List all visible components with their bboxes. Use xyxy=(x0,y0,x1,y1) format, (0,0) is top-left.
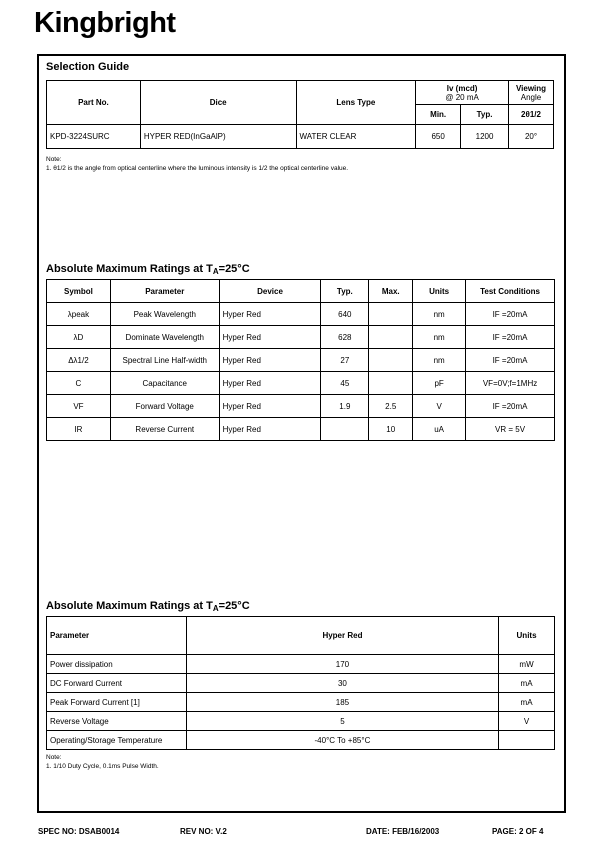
col-max: Max. xyxy=(369,280,413,303)
cell-symbol: C xyxy=(47,372,111,395)
table-row xyxy=(47,731,555,750)
header-part-no: Part No. xyxy=(47,81,141,125)
cell-test: IF =20mA xyxy=(466,395,555,418)
cell-max: 10 xyxy=(369,418,413,441)
ratings-2-title-sub: A xyxy=(212,604,219,613)
electrical-characteristics-table xyxy=(46,279,555,441)
cell-parameter: DC Forward Current xyxy=(47,674,187,693)
footer-date: DATE: FEB/16/2003 xyxy=(366,827,440,836)
table-row xyxy=(47,303,555,326)
cell-device: Hyper Red xyxy=(219,395,321,418)
cell-device: Hyper Red xyxy=(219,372,321,395)
ratings-1-title xyxy=(46,263,250,276)
cell-parameter: Spectral Line Half-width xyxy=(110,349,219,372)
table-row xyxy=(47,395,555,418)
cell-value: 170 xyxy=(186,655,498,674)
table-row xyxy=(47,655,555,674)
header-theta: 2θ1/2 xyxy=(509,105,554,125)
footer-spec-no: SPEC NO: DSAB0014 xyxy=(38,827,120,836)
cell-device: Hyper Red xyxy=(219,326,321,349)
table-row xyxy=(47,372,555,395)
cell-test: IF =20mA xyxy=(466,303,555,326)
cell-units: mW xyxy=(499,655,555,674)
cell-symbol: λpeak xyxy=(47,303,111,326)
cell-units: mA xyxy=(499,693,555,712)
row-angle: 20° xyxy=(509,125,554,149)
cell-max: 2.5 xyxy=(369,395,413,418)
cell-typ: 45 xyxy=(321,372,369,395)
ratings-1-title-suffix: =25°C xyxy=(218,263,250,275)
cell-typ: 640 xyxy=(321,303,369,326)
row-dice: HYPER RED(InGaAlP) xyxy=(140,125,296,149)
row-min: 650 xyxy=(416,125,461,149)
header-iv-line2: @ 20 mA xyxy=(445,92,479,102)
cell-parameter: Peak Wavelength xyxy=(110,303,219,326)
ratings-1-title-prefix: Absolute Maximum Ratings at T xyxy=(46,263,213,275)
footer-page: PAGE: 2 OF 4 xyxy=(492,827,544,836)
cell-typ: 27 xyxy=(321,349,369,372)
row-lens-type: WATER CLEAR xyxy=(296,125,416,149)
cell-units: nm xyxy=(413,303,466,326)
header-viewing xyxy=(509,81,554,105)
col-typ: Typ. xyxy=(321,280,369,303)
table-row xyxy=(47,418,555,441)
col-parameter-2: Parameter xyxy=(47,617,187,655)
col-parameter: Parameter xyxy=(110,280,219,303)
ratings-2-note-1: 1. 1/10 Duty Cycle, 0.1ms Pulse Width. xyxy=(46,763,159,770)
cell-typ: 1.9 xyxy=(321,395,369,418)
ratings-2-note-label: Note: xyxy=(46,754,62,761)
ratings-2-title xyxy=(46,600,250,613)
cell-max xyxy=(369,303,413,326)
col-units: Units xyxy=(413,280,466,303)
cell-symbol: λD xyxy=(47,326,111,349)
cell-units: nm xyxy=(413,326,466,349)
table-row xyxy=(47,693,555,712)
ratings-2-title-prefix: Absolute Maximum Ratings at T xyxy=(46,600,213,612)
table-row xyxy=(47,326,555,349)
header-iv xyxy=(416,81,509,105)
absolute-maximum-ratings-table xyxy=(46,616,555,750)
cell-test: IF =20mA xyxy=(466,326,555,349)
cell-value: -40°C To +85°C xyxy=(186,731,498,750)
cell-units: V xyxy=(499,712,555,731)
selection-guide-title: Selection Guide xyxy=(46,61,130,73)
cell-symbol: Δλ1/2 xyxy=(47,349,111,372)
cell-max xyxy=(369,326,413,349)
cell-units xyxy=(499,731,555,750)
row-part-no: KPD-3224SURC xyxy=(47,125,141,149)
cell-value: 30 xyxy=(186,674,498,693)
col-hyper-red: Hyper Red xyxy=(186,617,498,655)
selection-note xyxy=(46,155,348,173)
cell-parameter: Peak Forward Current [1] xyxy=(47,693,187,712)
col-test-conditions: Test Conditions xyxy=(466,280,555,303)
header-viewing-line2: Angle xyxy=(520,92,542,102)
footer-rev-no: REV NO: V.2 xyxy=(180,827,227,836)
selection-note-1: 1. θ1/2 is the angle from optical centerline where the luminous intensity is 1/2 the optical centerline value. xyxy=(46,165,349,172)
ratings-2-note xyxy=(46,753,159,771)
kingbright-logo: Kingbright xyxy=(34,7,176,39)
header-min: Min. xyxy=(416,105,461,125)
header-viewing-line1: Viewing xyxy=(515,83,547,93)
cell-value: 5 xyxy=(186,712,498,731)
header-typ: Typ. xyxy=(461,105,509,125)
header-dice: Dice xyxy=(140,81,296,125)
cell-symbol: IR xyxy=(47,418,111,441)
cell-parameter: Operating/Storage Temperature xyxy=(47,731,187,750)
cell-parameter: Forward Voltage xyxy=(110,395,219,418)
cell-units: pF xyxy=(413,372,466,395)
cell-symbol: VF xyxy=(47,395,111,418)
cell-parameter: Reverse Voltage xyxy=(47,712,187,731)
cell-max xyxy=(369,372,413,395)
table-row xyxy=(47,674,555,693)
cell-max xyxy=(369,349,413,372)
ratings-2-title-suffix: =25°C xyxy=(218,600,250,612)
col-device: Device xyxy=(219,280,321,303)
cell-parameter: Reverse Current xyxy=(110,418,219,441)
table-row xyxy=(47,349,555,372)
cell-typ: 628 xyxy=(321,326,369,349)
cell-units: nm xyxy=(413,349,466,372)
header-lens-type: Lens Type xyxy=(296,81,416,125)
cell-device: Hyper Red xyxy=(219,303,321,326)
cell-parameter: Capacitance xyxy=(110,372,219,395)
cell-parameter: Dominate Wavelength xyxy=(110,326,219,349)
cell-device: Hyper Red xyxy=(219,418,321,441)
selection-guide-table xyxy=(46,80,554,149)
header-iv-line1: Iv (mcd) xyxy=(446,83,478,93)
cell-test: VR = 5V xyxy=(466,418,555,441)
cell-parameter: Power dissipation xyxy=(47,655,187,674)
col-units-2: Units xyxy=(499,617,555,655)
cell-units: uA xyxy=(413,418,466,441)
table-row xyxy=(47,712,555,731)
cell-value: 185 xyxy=(186,693,498,712)
col-symbol: Symbol xyxy=(47,280,111,303)
cell-device: Hyper Red xyxy=(219,349,321,372)
cell-units: mA xyxy=(499,674,555,693)
ratings-1-title-sub: A xyxy=(212,267,219,276)
cell-units: V xyxy=(413,395,466,418)
row-typ: 1200 xyxy=(461,125,509,149)
cell-test: VF=0V;f=1MHz xyxy=(466,372,555,395)
selection-note-label: Note: xyxy=(46,156,62,163)
cell-typ xyxy=(321,418,369,441)
cell-test: IF =20mA xyxy=(466,349,555,372)
